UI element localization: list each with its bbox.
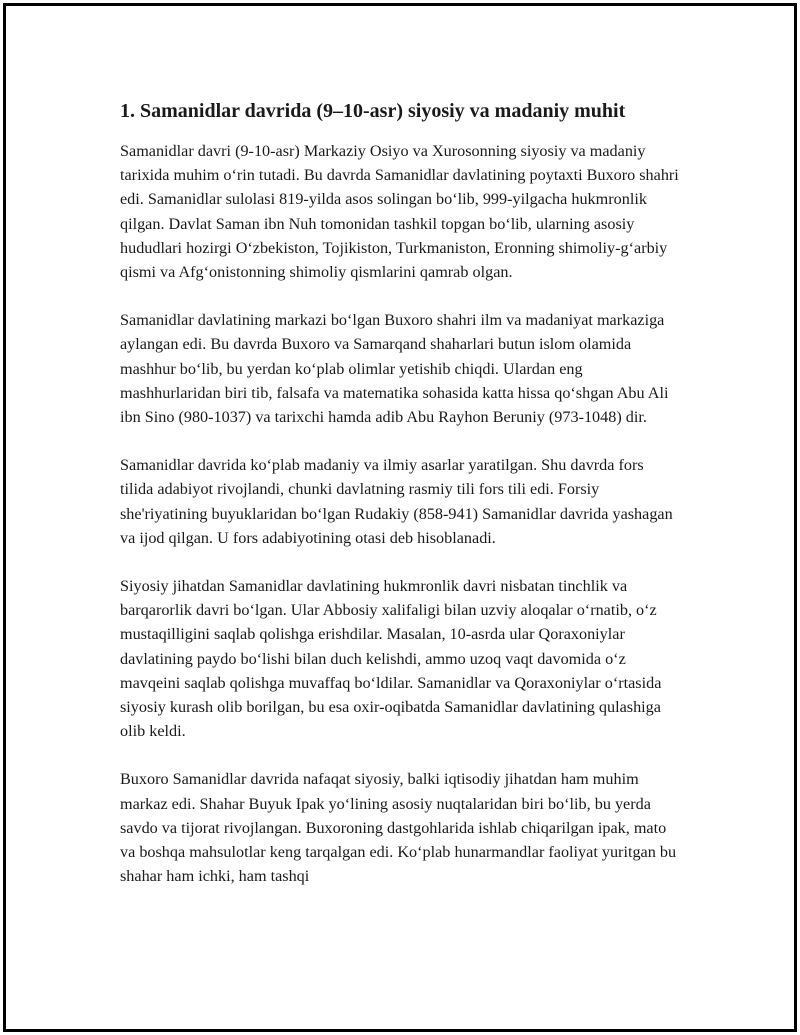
paragraph-4: Siyosiy jihatdan Samanidlar davlatining hukmronlik davri nisbatan tinchlik va barqarorlik davri bo‘lgan. Ular Abbosiy xalifaligi bilan uzviy aloqalar o‘rnatib, o‘z mustaqilligini saqlab qolishga erishdilar. Masalan, 10-asrda ular Qoraxoniylar davlatining paydo bo‘lishi bilan duch kelishdi, ammo uzoq vaqt davomida o‘z mavqeini saqlab qolishga muvaffaq bo‘ldilar. Samanidlar va Qoraxoniylar o‘rtasida siyosiy kurash olib borilgan, bu esa oxir-oqibatda Samanidlar davlatining qulashiga olib keldi. [120, 577, 662, 741]
paragraph-3: Samanidlar davrida ko‘plab madaniy va ilmiy asarlar yaratilgan. Shu davrda fors tilida adabiyot rivojlandi, chunki davlatning rasmiy tili fors tili edi. Forsiy she'riyatining buyuklaridan bo‘lgan Rudakiy (858-941) Samanidlar davrida yashagan va ijod qilgan. U fors adabiyotining otasi deb hisoblanadi. [120, 456, 673, 547]
paragraph-5: Buxoro Samanidlar davrida nafaqat siyosiy, balki iqtisodiy jihatdan ham muhim markaz edi. Shahar Buyuk Ipak yo‘lining asosiy nuqtalaridan biri bo‘lib, bu yerda savdo va tijorat rivojlangan. Buxoroning dastgohlarida ishlab chiqarilgan ipak, mato va boshqa mahsulotlar keng tarqalgan edi. Ko‘plab hunarmandlar faoliyat yuritgan bu shahar ham ichki, ham tashqi [120, 770, 677, 886]
paragraph-2: Samanidlar davlatining markazi bo‘lgan Buxoro shahri ilm va madaniyat markaziga aylangan edi. Bu davrda Buxoro va Samarqand shaharlari butun islom olamida mashhur bo‘lib, bu yerdan ko‘plab olimlar yetishib chiqdi. Ulardan eng mashhurlaridan biri tib, falsafa va matematika sohasida katta hissa qo‘shgan Abu Ali ibn Sino (980-1037) va tarixchi hamda adib Abu Rayhon Beruniy (973-1048) dir. [120, 311, 669, 427]
page-frame [3, 3, 797, 1032]
document-body [120, 97, 680, 912]
paragraph-1: Samanidlar davri (9-10-asr) Markaziy Osiyo va Xurosonning siyosiy va madaniy tarixida muhim o‘rin tutadi. Bu davrda Samanidlar davlatining poytaxti Buxoro shahri edi. Samanidlar sulolasi 819-yilda asos solingan bo‘lib, 999-yilgacha hukmronlik qilgan. Davlat Saman ibn Nuh tomonidan tashkil topgan bo‘lib, ularning asosiy hududlari hozirgi O‘zbekiston, Tojikiston, Turkmaniston, Eronning shimoliy-g‘arbiy qismi va Afg‘onistonning shimoliy qismlarini qamrab olgan. [120, 142, 679, 282]
section-heading: 1. Samanidlar davrida (9–10-asr) siyosiy va madaniy muhit [120, 100, 626, 122]
